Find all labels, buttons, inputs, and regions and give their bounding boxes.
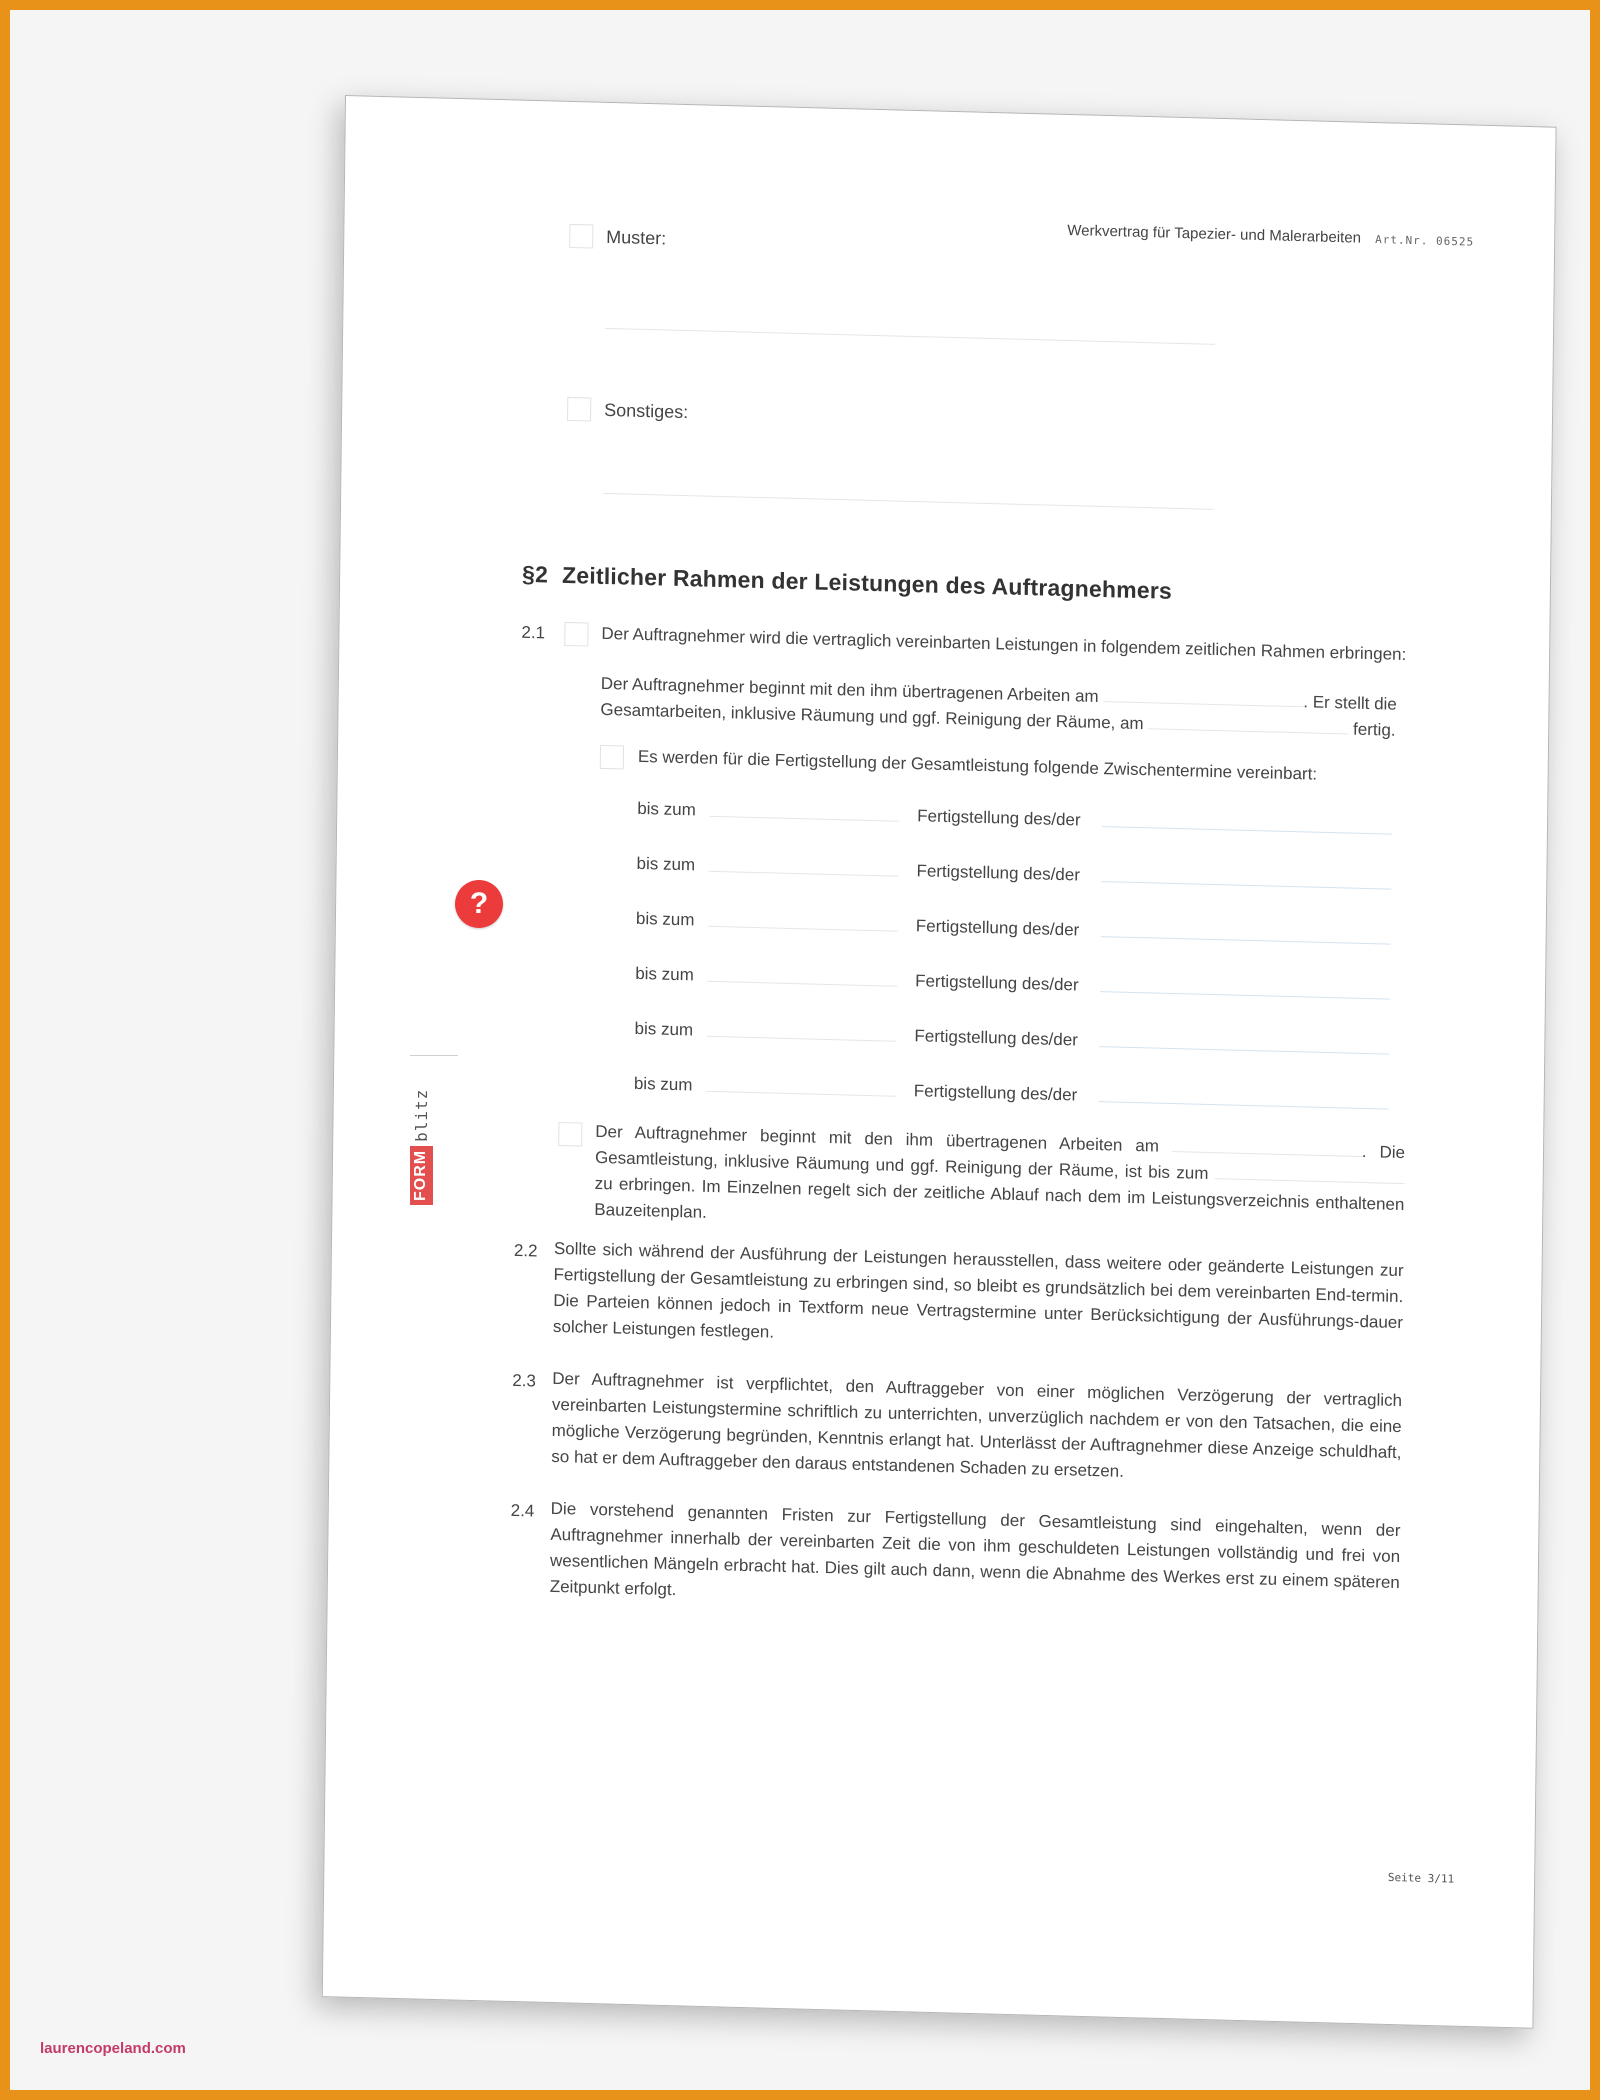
fertigstellung-field[interactable]: [1101, 936, 1391, 945]
bis-zum-label: bis zum: [637, 798, 696, 820]
fertigstellung-label: Fertigstellung des/der: [913, 1081, 1078, 1105]
formblitz-logo: [410, 1055, 438, 1205]
clause-2-4-text: Die vorstehend genannten Fristen zur Fertigstellung der Gesamtleistung sind eingehalten, wenn der Auftragnehmer innerhalb der vereinbarten Zeit die von ihm geschuldeten Leistungen vollständig und frei von wesentlichen Mängeln erbracht hat. Dies gilt auch dann, wenn die Abnahme des Werkes erst zu einem späteren Zeitpunkt erfolgt.: [549, 1498, 1401, 1600]
fertigstellung-field[interactable]: [1099, 1101, 1389, 1110]
clause-2-1-intro: Der Auftragnehmer wird die vertraglich vereinbarten Leistungen in folgendem zeitlichen Rahmen erbringen:: [601, 623, 1407, 664]
sonstiges-checkbox[interactable]: [567, 397, 591, 422]
alt-end-date-field[interactable]: [1215, 1164, 1405, 1184]
bis-zum-label: bis zum: [633, 1073, 693, 1095]
alt-start-date-field[interactable]: [1172, 1137, 1362, 1157]
bis-zum-field[interactable]: [706, 1091, 896, 1097]
clause-number-2-3: 2.3: [512, 1370, 537, 1391]
bis-zum-field[interactable]: [707, 981, 897, 987]
clause-2-1-checkbox[interactable]: [564, 622, 588, 647]
bis-zum-label: bis zum: [635, 963, 694, 985]
zwischentermine-text: Es werden für die Fertigstellung der Gesamtleistung folgende Zwischentermine vereinbart:: [637, 746, 1318, 784]
bis-zum-field[interactable]: [709, 871, 899, 877]
sonstiges-label: Sonstiges:: [604, 399, 689, 423]
article-number: Art.Nr. 06525: [1375, 233, 1475, 249]
section-number: §2: [521, 560, 549, 588]
clause-2-2-text: Sollte sich während der Ausführung der Leistungen herausstellen, dass weitere oder geänderte Leistungen zur Fertigstellung der Gesamtleistung zu erbringen sind, so bleibt es grundsätzlich bei dem vereinbarten End-termin. Die Parteien können jedoch in Textform neue Vertragstermine unter Berücksichtigung der Ausführungs-dauer solcher Leistungen festlegen.: [552, 1238, 1404, 1342]
muster-checkbox[interactable]: [569, 224, 593, 249]
fertigstellung-label: Fertigstellung des/der: [914, 1026, 1079, 1050]
alt-text-part1: Der Auftragnehmer beginnt mit den ihm übertragenen Arbeiten am: [595, 1121, 1160, 1156]
start-date-field[interactable]: [1103, 687, 1303, 707]
zwischentermine-checkbox[interactable]: [600, 745, 624, 770]
fertigstellung-field[interactable]: [1101, 881, 1391, 890]
alt-text-part2: . Die: [1361, 1141, 1406, 1163]
bis-zum-field[interactable]: [706, 1036, 896, 1042]
alt-schedule-text: [594, 1119, 1405, 1244]
fertigstellung-field[interactable]: [1102, 826, 1392, 835]
watermark: laurencopeland.com: [40, 2040, 186, 2057]
fertigstellung-field[interactable]: [1100, 991, 1390, 1000]
logo-blitz: blitz: [412, 1088, 431, 1142]
section-heading: [522, 561, 1172, 605]
clause-number-2-2: 2.2: [513, 1240, 538, 1261]
section-title: Zeitlicher Rahmen der Leistungen des Auftragnehmers: [561, 561, 1173, 604]
alt-text-part4: zu erbringen. Im Einzelnen regelt sich der zeitliche Ablauf nach dem im Leistungsverzeichnis enthaltenen Bauzeitenplan.: [594, 1173, 1405, 1222]
fertigstellung-label: Fertigstellung des/der: [915, 971, 1079, 995]
finish-text-part1: Gesamtarbeiten, inklusive Räumung und ggf. Reinigung der Räume, am: [600, 699, 1144, 734]
clause-number-2-4: 2.4: [510, 1500, 535, 1521]
document-page: [322, 95, 1557, 2029]
logo-form: FORM: [410, 1146, 433, 1205]
muster-line: [605, 328, 1215, 345]
clause-2-3-text: Der Auftragnehmer ist verpflichtet, den Auftraggeber von einer möglichen Verzögerung der vertraglich vereinbarten Leistungstermine schriftlich zu unterrichten, unverzüglich nachdem er von den Tatsachen, die eine mögliche Verzögerung begründen, Kenntnis erlangt hat. Unterlässt der Auftragnehmer diese Anzeige schuldhaft, so hat er dem Auftraggeber den daraus entstandenen Schaden zu ersetzen.: [551, 1368, 1403, 1481]
bis-zum-label: bis zum: [636, 853, 696, 875]
finish-date-field[interactable]: [1148, 714, 1348, 734]
bis-zum-field[interactable]: [708, 926, 898, 932]
logo-divider: [410, 1055, 458, 1056]
document-title: Werkvertrag für Tapezier- und Malerarbeiten: [1067, 221, 1362, 247]
fertigstellung-field[interactable]: [1099, 1046, 1389, 1055]
fertigstellung-label: Fertigstellung des/der: [917, 806, 1081, 830]
bis-zum-label: bis zum: [635, 908, 695, 930]
start-text-part1: Der Auftragnehmer beginnt mit den ihm übertragenen Arbeiten am: [600, 673, 1099, 706]
bis-zum-field[interactable]: [709, 816, 899, 822]
help-icon[interactable]: ?: [455, 880, 503, 928]
document-header: [1067, 222, 1474, 250]
fertigstellung-label: Fertigstellung des/der: [915, 916, 1080, 940]
sonstiges-line: [603, 493, 1213, 510]
muster-label: Muster:: [606, 226, 667, 249]
alt-schedule-checkbox[interactable]: [558, 1122, 582, 1147]
fertigstellung-label: Fertigstellung des/der: [916, 861, 1081, 885]
start-text-part2: . Er stellt die: [1303, 692, 1397, 714]
page-number: Seite 3/11: [1387, 1870, 1455, 1886]
alt-text-part3: Gesamtleistung, inklusive Räumung und ggf. Reinigung der Räume, ist bis zum: [594, 1147, 1209, 1183]
bis-zum-label: bis zum: [634, 1018, 694, 1040]
clause-2-1-start-text: [600, 671, 1410, 744]
clause-number-2-1: 2.1: [521, 622, 546, 643]
logo-text: [410, 1085, 433, 1205]
finish-text-part2: fertig.: [1352, 719, 1396, 740]
